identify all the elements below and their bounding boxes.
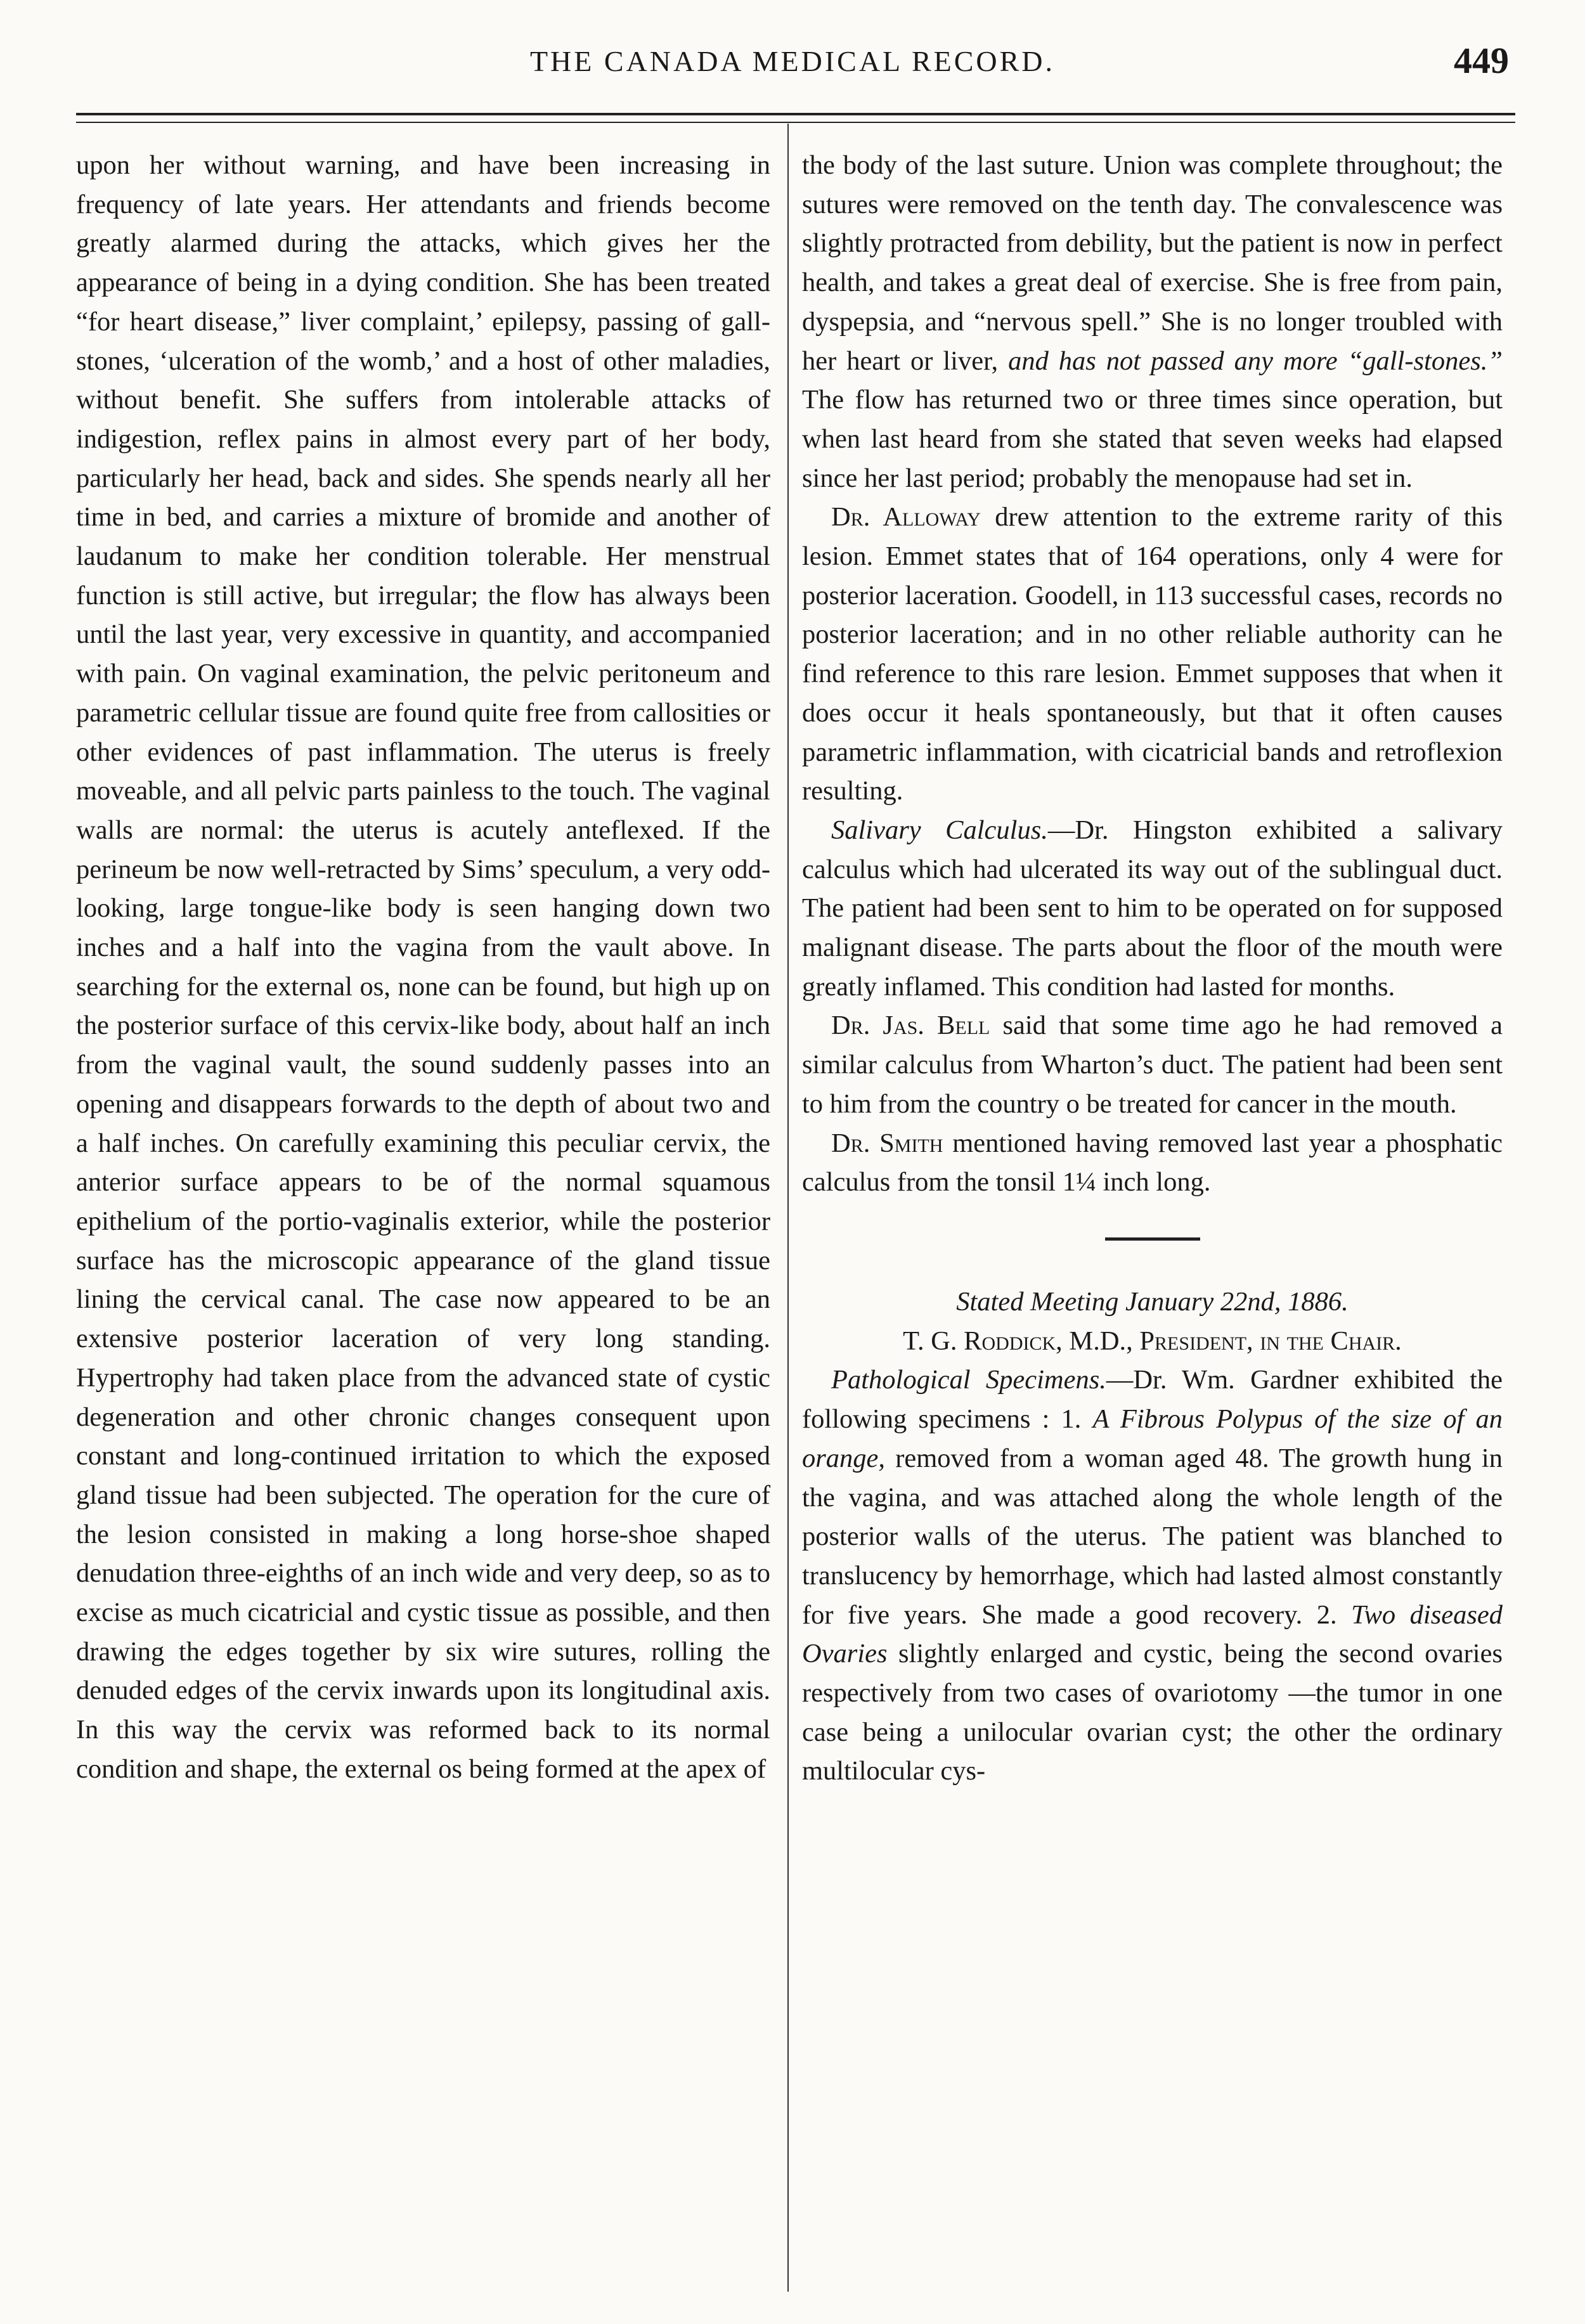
text-run: said that some time ago he had removed a similar calculus from Wharton’s duct. The patient had been sent to him from the country o be treated for cancer in the mouth.	[802, 1010, 1503, 1119]
text-run: mentioned having removed last year a phosphatic calculus from the tonsil 1¼ inch long.	[802, 1128, 1503, 1198]
specimen-title: A Fibrous Polypus of the size of an orange,	[802, 1404, 1503, 1473]
header-rule	[76, 113, 1515, 123]
column-divider	[787, 124, 789, 2292]
speaker-name: Dr. Jas. Bell	[831, 1010, 990, 1041]
speaker-name: Dr. Alloway	[831, 502, 981, 533]
left-column-paragraph: upon her without warning, and have been increasing in frequency of late years. Her attendants and friends become greatly alarmed during the attacks, which gives her the appearance of being in a dying condition. She has been treated “for heart disease,” liver complaint,’ epilepsy, passing of gall-stones, ‘ulceration of the womb,’ and a host of other maladies, without benefit. She suffers from intolerable attacks of indigestion, reflex pains in almost every part of her body, particularly her head, back and sides. She spends nearly all her time in bed, and carries a mixture of bromide and another of laudanum to make her condition tolerable. Her menstrual function is still active, but irregular; the flow has always been until the last year, very excessive in quantity, and accompanied with pain. On vaginal examination, the pelvic peritoneum and parametric cellular tissue are found quite free from callosities or other evidences of past inflammation. The uterus is freely moveable, and all pelvic parts painless to the touch. The vaginal walls are normal: the uterus is acutely anteflexed. If the perineum be now well-retracted by Sims’ speculum, a very odd-looking, large tongue-like body is seen hanging down two inches and a half into the vagina from the vault above. In searching for the external os, none can be found, but high up on the posterior surface of this cervix-like body, about half an inch from the vaginal vault, the sound suddenly passes into an opening and disappears forwards to the depth of about two and a half inches. On carefully examining this peculiar cervix, the anterior surface appears to be of the normal squamous epithelium of the portio-vaginalis exterior, while the posterior surface has the microscopic appearance of the gland tissue lining the cervical canal. The case now appeared to be an extensive posterior laceration of very long standing. Hypertrophy had taken place from the advanced state of cystic degeneration and other chronic changes consequent upon constant and long-continued irritation to which the exposed gland tissue had been subjected. The operation for the cure of the lesion consisted in making a long horse-shoe shaped denudation three-eighths of an inch wide and very deep, so as to excise as much cicatricial and cystic tissue as possible, and then drawing the edges together by six wire sutures, rolling the denuded edges of the cervix inwards upon its longitudinal axis. In this way the cervix was reformed back to its normal condition and shape, the external os being formed at the apex of	[76, 150, 770, 1784]
smith-paragraph	[802, 1124, 1503, 1202]
right-column	[802, 146, 1503, 1791]
page-header	[76, 40, 1509, 95]
page-number: 449	[1454, 40, 1509, 81]
section-title: Salivary Calculus.	[831, 815, 1048, 845]
chair-line: T. G. Roddick, M.D., President, in the Chair.	[903, 1326, 1402, 1356]
salivary-calculus-paragraph	[802, 811, 1503, 1007]
specimen-title: Two diseased Ovaries	[802, 1599, 1503, 1669]
text-run: —Dr. Wm. Gardner exhibited the following specimens : 1.	[802, 1365, 1503, 1435]
bell-paragraph	[802, 1006, 1503, 1123]
left-column	[76, 146, 770, 1789]
right-paragraph-continuation	[802, 146, 1503, 498]
text-run: the body of the last suture. Union was complete throughout; the sutures were removed on the tenth day. The convalescence was slightly protracted from debility, but the patient is now in perfect health, and takes a great deal of exercise. She is free from pain, dyspepsia, and “nervous spell.” She is no longer troubled with her heart or liver,	[802, 150, 1503, 376]
text-run: —Dr. Hingston exhibited a salivary calculus which had ulcerated its way out of the sublingual duct. The patient had been sent to him to be operated on for supposed malignant disease. The parts about the floor of the mouth were greatly inflamed. This condition had lasted for months.	[802, 815, 1503, 1002]
pathological-specimens-paragraph	[802, 1360, 1503, 1791]
meeting-heading: Stated Meeting January 22nd, 1886.	[956, 1286, 1349, 1317]
text-run: removed from a woman aged 48. The growth hung in the vagina, and was attached along the whole length of the posterior walls of the uterus. The patient was blanched to translucency by hemorrhage, which had lasted almost constantly for five years. She made a good recovery. 2.	[802, 1443, 1503, 1630]
text-run: The flow has returned two or three times since operation, but when last heard from she stated that seven weeks had elapsed since her last period; probably the menopause had set in.	[802, 385, 1503, 493]
text-run: drew attention to the extreme rarity of this lesion. Emmet states that of 164 operations, only 4 were for posterior laceration. Goodell, in 113 successful cases, records no posterior laceration; and in no other reliable authority can he find reference to this rare lesion. Emmet supposes that when it does occur it heals spontaneously, but that it often causes parametric inflammation, with cicatricial bands and retroflexion resulting.	[802, 502, 1503, 806]
section-title: Pathological Specimens.	[831, 1365, 1106, 1395]
running-title: THE CANADA MEDICAL RECORD.	[529, 45, 1056, 77]
section-divider	[1105, 1237, 1200, 1241]
text-run: slightly enlarged and cystic, being the second ovaries respectively from two cases of ovariotomy —the tumor in one case being a unilocular ovarian cyst; the other the ordinary multilocular cys-	[802, 1639, 1503, 1786]
alloway-paragraph	[802, 498, 1503, 811]
speaker-name: Dr. Smith	[831, 1128, 943, 1158]
italic-run: and has not passed any more “gall-stones.”	[1008, 345, 1503, 376]
